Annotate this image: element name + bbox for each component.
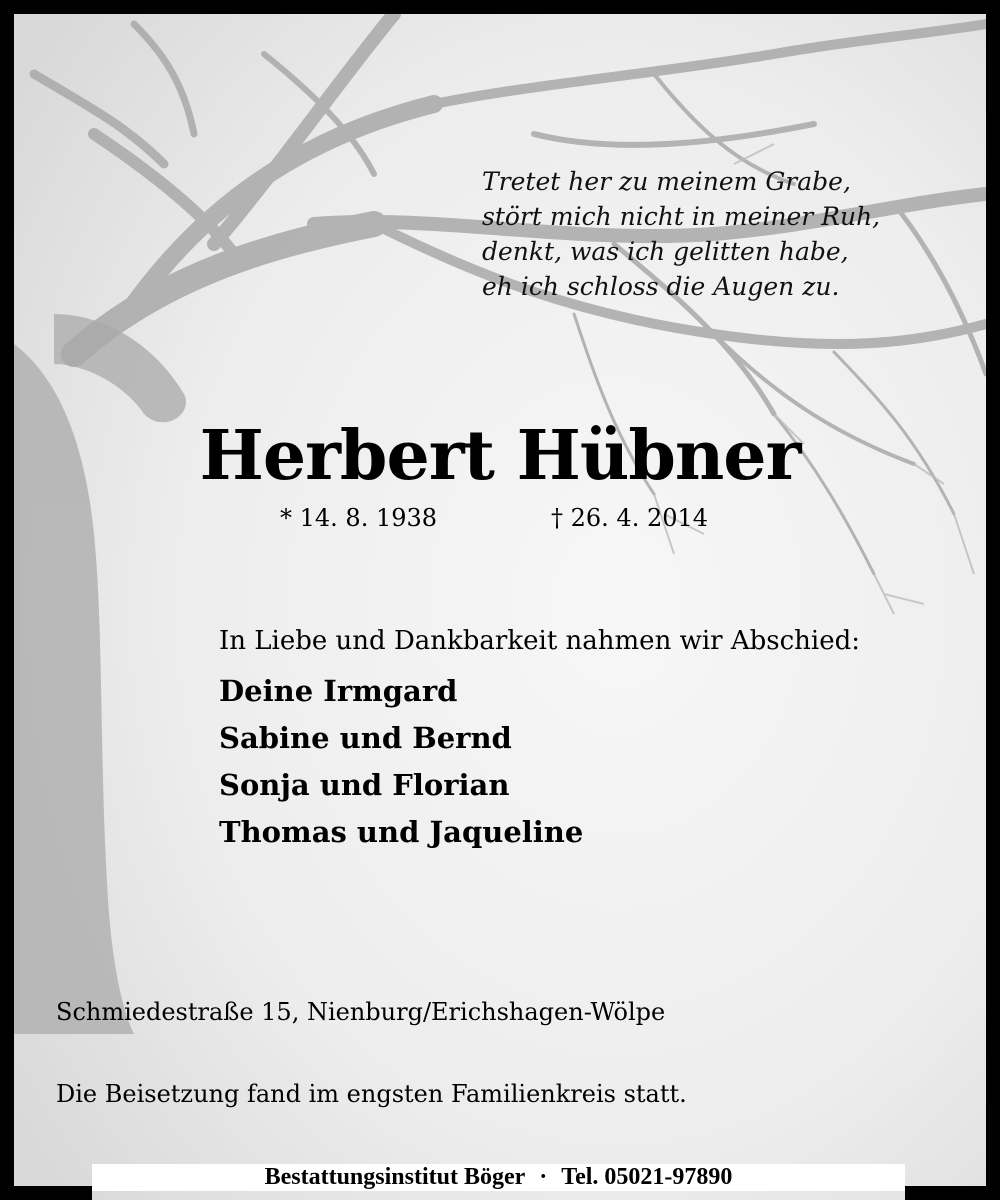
poem-line: denkt, was ich gelitten habe, [482,237,849,266]
poem-line: Tretet her zu meinem Grabe, [482,167,851,196]
death-date: † 26. 4. 2014 [551,504,709,532]
funeral-home-footer [0,1150,1000,1200]
poem-line: stört mich nicht in meiner Ruh, [482,202,881,231]
mourner-name: Thomas und Jaqueline [219,815,584,849]
footer-rule-right [905,1186,1000,1200]
mourner-name: Sabine und Bernd [219,721,512,755]
mourners-list [219,668,583,856]
footer-separator: · [539,1164,548,1190]
family-address: Schmiedestraße 15, Nienburg/Erichshagen-Wölpe [56,998,666,1026]
deceased-name: Herbert Hübner [199,416,801,496]
funeral-note: Die Beisetzung fand im engsten Familienkreis statt. [56,1080,687,1108]
farewell-intro: In Liebe und Dankbarkeit nahmen wir Abschied: [219,626,861,656]
footer-text [92,1164,905,1191]
poem-line: eh ich schloss die Augen zu. [482,272,840,301]
mourner-name: Deine Irmgard [219,674,458,708]
funeral-home-phone: Tel. 05021-97890 [561,1164,733,1190]
footer-rule-left [0,1186,92,1200]
memorial-poem [482,164,880,304]
mourner-name: Sonja und Florian [219,768,510,802]
birth-date: * 14. 8. 1938 [280,504,438,532]
funeral-home-name: Bestattungsinstitut Böger [264,1164,526,1190]
